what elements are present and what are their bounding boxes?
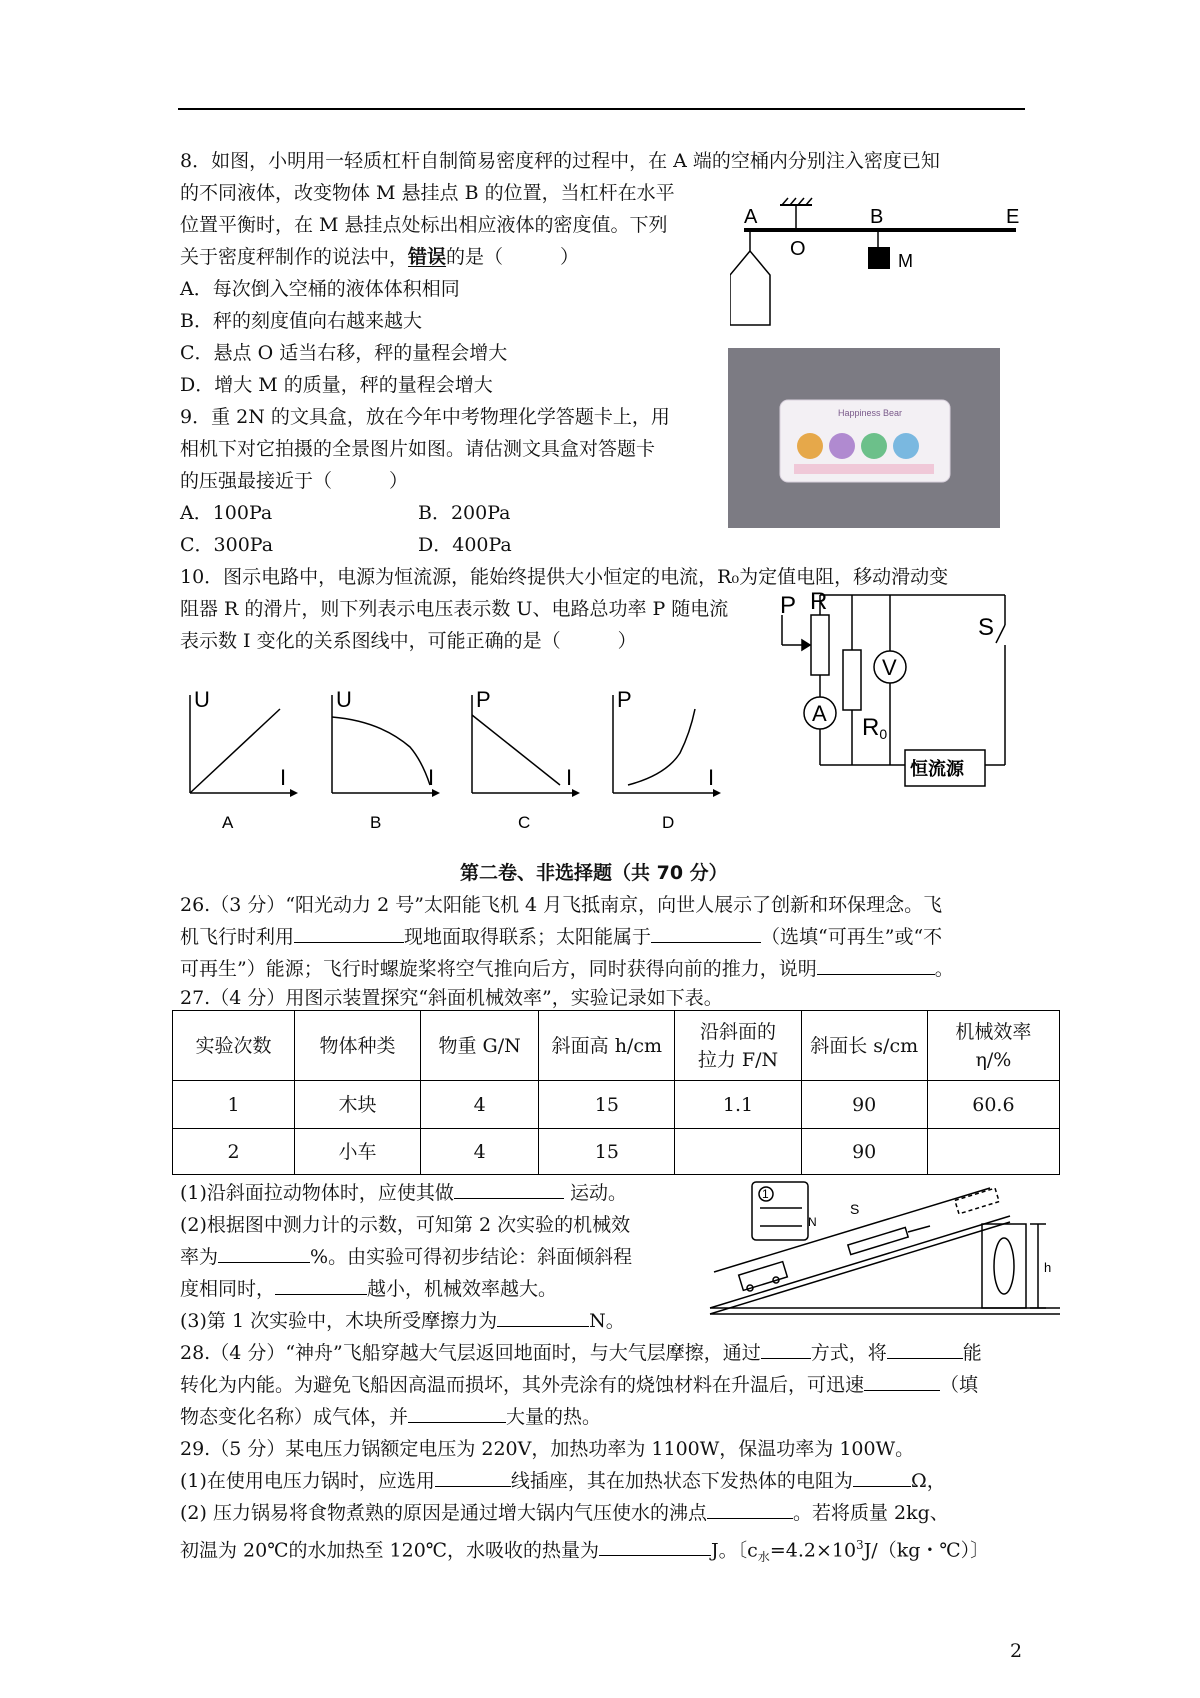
circuit-label-p: P — [780, 592, 797, 619]
q27-p1 — [180, 1178, 627, 1208]
q29-line2-c: Ω， — [910, 1470, 946, 1492]
q29-line3 — [180, 1498, 949, 1528]
circuit-label-s: S — [978, 614, 995, 641]
pull-header-b: 拉力 F/N — [697, 1048, 779, 1071]
q8-option-c: C．悬点 O 适当右移，秤的量程会增大 — [180, 342, 508, 364]
q27-p1-a: (1)沿斜面拉动物体时，应使其做 — [180, 1182, 454, 1204]
q28-line3-b: 大量的热。 — [506, 1406, 602, 1428]
q9-line1: 9．重 2N 的文具盒，放在今年中考物理化学答题卡上，用 — [180, 406, 670, 428]
q8-option-a: A．每次倒入空桶的液体体积相同 — [180, 278, 460, 300]
q28-line3-a: 物态变化名称）成气体，并 — [180, 1406, 409, 1428]
incline-label-1: 1 — [762, 1187, 769, 1201]
circuit-label-r0-sub: 0 — [879, 726, 888, 742]
lever-label-o: O — [790, 238, 806, 260]
q27-p2-line3 — [180, 1274, 557, 1304]
q29-line4 — [180, 1530, 989, 1572]
q27-p2-line2 — [180, 1242, 632, 1272]
q10-line3: 表示数 I 变化的关系图线中，可能正确的是（ ） — [180, 630, 637, 652]
q26-line3-b: 。 — [934, 958, 954, 980]
q28-line1 — [180, 1338, 982, 1368]
q29-line2-b: 线插座，其在加热状态下发热体的电阻为 — [510, 1470, 853, 1492]
q27-blank-1[interactable] — [454, 1178, 564, 1199]
mass-m-shape — [868, 247, 890, 269]
table-row — [173, 1081, 1060, 1129]
table-header-cell — [675, 1011, 801, 1081]
q9-line3: 的压强最接近于（ ） — [180, 470, 409, 492]
q28-blank-4[interactable] — [408, 1402, 506, 1423]
q26-line2-c: （选填“可再生”或“不 — [761, 926, 943, 948]
circuit-label-r: R — [810, 588, 828, 615]
q29-line4-a: 初温为 20℃的水加热至 120℃，水吸收的热量为 — [180, 1539, 600, 1562]
table-cell: 木块 — [295, 1081, 421, 1129]
q26-blank-3[interactable] — [817, 954, 935, 975]
q28-blank-3[interactable] — [864, 1370, 940, 1391]
q29-line4-sup: 3 — [856, 1538, 864, 1552]
q28-line1-a: 28.（4 分）“神舟”飞船穿越大气层返回地面时，与大气层摩擦，通过 — [180, 1342, 761, 1364]
table-header-row — [173, 1011, 1060, 1081]
table-cell: 15 — [539, 1081, 675, 1129]
q27-table — [172, 1010, 1060, 1175]
table-header-cell: 物体种类 — [295, 1011, 421, 1081]
incline-figure — [690, 1180, 1070, 1320]
q29-blank-4[interactable] — [599, 1535, 711, 1556]
q29-line4-b: J。〔c — [711, 1539, 758, 1562]
graph-c-caption: C — [518, 813, 531, 832]
q29-line2-a: (1)在使用电压力锅时，应选用 — [180, 1470, 435, 1492]
circuit-diagram — [780, 585, 1025, 800]
graph-c-ylabel: P — [476, 687, 491, 712]
q10-line1: 10．图示电路中，电源为恒流源，能始终提供大小恒定的电流，R₀为定值电阻，移动滑动变 — [180, 566, 949, 588]
q8-line3: 位置平衡时，在 M 悬挂点处标出相应液体的密度值。下列 — [180, 214, 668, 236]
section-title: 第二卷、非选择题（共 70 分） — [460, 862, 728, 884]
q28-line2-a: 转化为内能。为避免飞船因高温而损坏，其外壳涂有的烧蚀材料在升温后，可迅速 — [180, 1374, 865, 1396]
q26-blank-1[interactable] — [294, 922, 404, 943]
q9-option-a: A．100Pa — [180, 502, 273, 524]
graph-a-xlabel: I — [280, 765, 287, 790]
q27-p2-c: %。由实验可得初步结论：斜面倾斜程 — [310, 1246, 633, 1268]
q27-blank-3[interactable] — [275, 1274, 367, 1295]
q27-intro: 27.（4 分）用图示装置探究“斜面机械效率”，实验记录如下表。 — [180, 987, 723, 1009]
circuit-label-a: A — [812, 701, 827, 726]
graph-b — [332, 687, 440, 832]
q28-line1-c: 能 — [962, 1342, 982, 1364]
q27-p2-e: 越小，机械效率越大。 — [367, 1278, 558, 1300]
graph-a-caption: A — [222, 813, 234, 832]
q26-line2-a: 机飞行时利用 — [180, 926, 295, 948]
q29-line4-d: J/（kg・℃）〕 — [863, 1539, 990, 1562]
q8-line4-post: 的是（ ） — [446, 246, 580, 268]
lever-label-b: B — [870, 206, 884, 228]
q27-p2-d: 度相同时， — [180, 1278, 276, 1300]
q8-line4 — [180, 242, 579, 272]
table-cell: 90 — [801, 1081, 927, 1129]
q28-blank-2[interactable] — [887, 1338, 963, 1359]
q26-line2 — [180, 922, 942, 952]
q29-line4-c: =4.2×10 — [769, 1539, 857, 1562]
pull-header-a: 沿斜面的 — [699, 1020, 776, 1043]
table-header-cell: 斜面长 s/cm — [801, 1011, 927, 1081]
table-header-cell: 斜面高 h/cm — [539, 1011, 675, 1081]
lever-label-a: A — [744, 206, 758, 228]
q28-line2 — [180, 1370, 978, 1400]
q8-line1: 8．如图，小明用一轻质杠杆自制简易密度秤的过程中，在 A 端的空桶内分别注入密度已知 — [180, 150, 940, 172]
q29-line3-b: 。若将质量 2kg、 — [792, 1502, 949, 1524]
q27-blank-4[interactable] — [497, 1306, 589, 1327]
q10-graphs — [180, 685, 770, 835]
lever-label-e: E — [1006, 206, 1020, 228]
q27-p3-a: (3)第 1 次实验中，木块所受摩擦力为 — [180, 1310, 498, 1332]
table-cell: 1 — [173, 1081, 295, 1129]
table-cell: 90 — [801, 1129, 927, 1175]
table-cell: 4 — [421, 1081, 539, 1129]
q27-p2-line1: (2)根据图中测力计的示数，可知第 2 次实验的机械效 — [180, 1214, 631, 1236]
q9-line2: 相机下对它拍摄的全景图片如图。请估测文具盒对答题卡 — [180, 438, 656, 460]
graph-d-xlabel: I — [708, 765, 715, 790]
q8-option-d: D．增大 M 的质量，秤的量程会增大 — [180, 374, 493, 396]
table-cell: 4 — [421, 1129, 539, 1175]
q29-blank-2[interactable] — [853, 1466, 911, 1487]
q29-blank-1[interactable] — [435, 1466, 511, 1487]
table-cell-blank[interactable] — [927, 1129, 1059, 1175]
incline-label-s: S — [850, 1201, 860, 1217]
q27-blank-2[interactable] — [218, 1242, 310, 1263]
q29-line4-sub: 水 — [757, 1550, 770, 1565]
q26-line2-b: 现地面取得联系；太阳能属于 — [404, 926, 652, 948]
circuit-label-v: V — [882, 655, 897, 680]
q28-blank-1[interactable] — [761, 1338, 811, 1359]
table-row — [173, 1129, 1060, 1175]
pencil-box-photo — [728, 348, 1000, 528]
q9-option-c: C．300Pa — [180, 534, 274, 556]
table-header-cell — [927, 1011, 1059, 1081]
bucket-shape — [730, 251, 770, 325]
q9-option-d: D．400Pa — [418, 534, 512, 556]
q26-line3 — [180, 954, 954, 984]
header-rule — [178, 108, 1025, 110]
graph-d-caption: D — [662, 813, 675, 832]
table-header-cell: 实验次数 — [173, 1011, 295, 1081]
q27-p3-b: N。 — [589, 1310, 625, 1332]
q27-p3 — [180, 1306, 625, 1336]
graph-d — [613, 687, 721, 832]
table-cell: 60.6 — [927, 1081, 1059, 1129]
graph-c-xlabel: I — [566, 765, 573, 790]
table-cell: 15 — [539, 1129, 675, 1175]
circuit-label-source: 恒流源 — [910, 759, 964, 779]
q8-emphasis: 错误 — [408, 246, 447, 268]
graph-a-ylabel: U — [194, 687, 210, 712]
table-header-cell: 物重 G/N — [421, 1011, 539, 1081]
q27-p1-b: 运动。 — [569, 1182, 627, 1204]
table-cell: 小车 — [295, 1129, 421, 1175]
lever-figure — [730, 185, 1030, 335]
graph-d-ylabel: P — [617, 687, 632, 712]
q28-line3 — [180, 1402, 601, 1432]
circuit-label-r0 — [862, 714, 887, 742]
table-cell: 2 — [173, 1129, 295, 1175]
graph-b-ylabel: U — [336, 687, 352, 712]
incline-label-n: N — [808, 1215, 817, 1229]
q10-line2: 阻器 R 的滑片，则下列表示电压表示数 U、电路总功率 P 随电流 — [180, 598, 729, 620]
q8-option-b: B．秤的刻度值向右越来越大 — [180, 310, 422, 332]
eff-header-a: 机械效率 — [955, 1020, 1032, 1043]
q28-line1-b: 方式，将 — [810, 1342, 887, 1364]
q9-option-b: B．200Pa — [418, 502, 511, 524]
lever-label-m: M — [898, 251, 913, 271]
eff-header-b: η/% — [975, 1048, 1012, 1071]
q8-line4-pre: 关于密度秤制作的说法中， — [180, 246, 409, 268]
graph-b-xlabel: I — [428, 765, 435, 790]
q26-line3-a: 可再生”）能源；飞行时螺旋桨将空气推向后方，同时获得向前的推力，说明 — [180, 958, 817, 980]
q26-line1: 26.（3 分）“阳光动力 2 号”太阳能飞机 4 月飞抵南京，向世人展示了创新和环保理念。飞 — [180, 894, 943, 916]
q28-line2-b: （填 — [940, 1374, 979, 1396]
q29-line2 — [180, 1466, 946, 1496]
table-cell-blank[interactable] — [675, 1129, 801, 1175]
circuit-label-r0-main: R — [862, 714, 880, 741]
q29-line3-a: (2) 压力锅易将食物煮熟的原因是通过增大锅内气压使水的沸点 — [180, 1502, 707, 1524]
page-number: 2 — [1010, 1640, 1023, 1662]
table-cell: 1.1 — [675, 1081, 801, 1129]
q27-p2-b: 率为 — [180, 1246, 219, 1268]
graph-b-caption: B — [370, 813, 382, 832]
incline-label-h: h — [1044, 1260, 1052, 1275]
graph-c — [472, 687, 580, 832]
graph-a — [190, 687, 298, 832]
photo-caption: Happiness Bear — [838, 408, 903, 418]
q26-blank-2[interactable] — [651, 922, 761, 943]
q8-line2: 的不同液体，改变物体 M 悬挂点 B 的位置，当杠杆在水平 — [180, 182, 675, 204]
q29-blank-3[interactable] — [707, 1498, 793, 1519]
q29-line1: 29.（5 分）某电压力锅额定电压为 220V，加热功率为 1100W，保温功率为 100W。 — [180, 1438, 915, 1460]
